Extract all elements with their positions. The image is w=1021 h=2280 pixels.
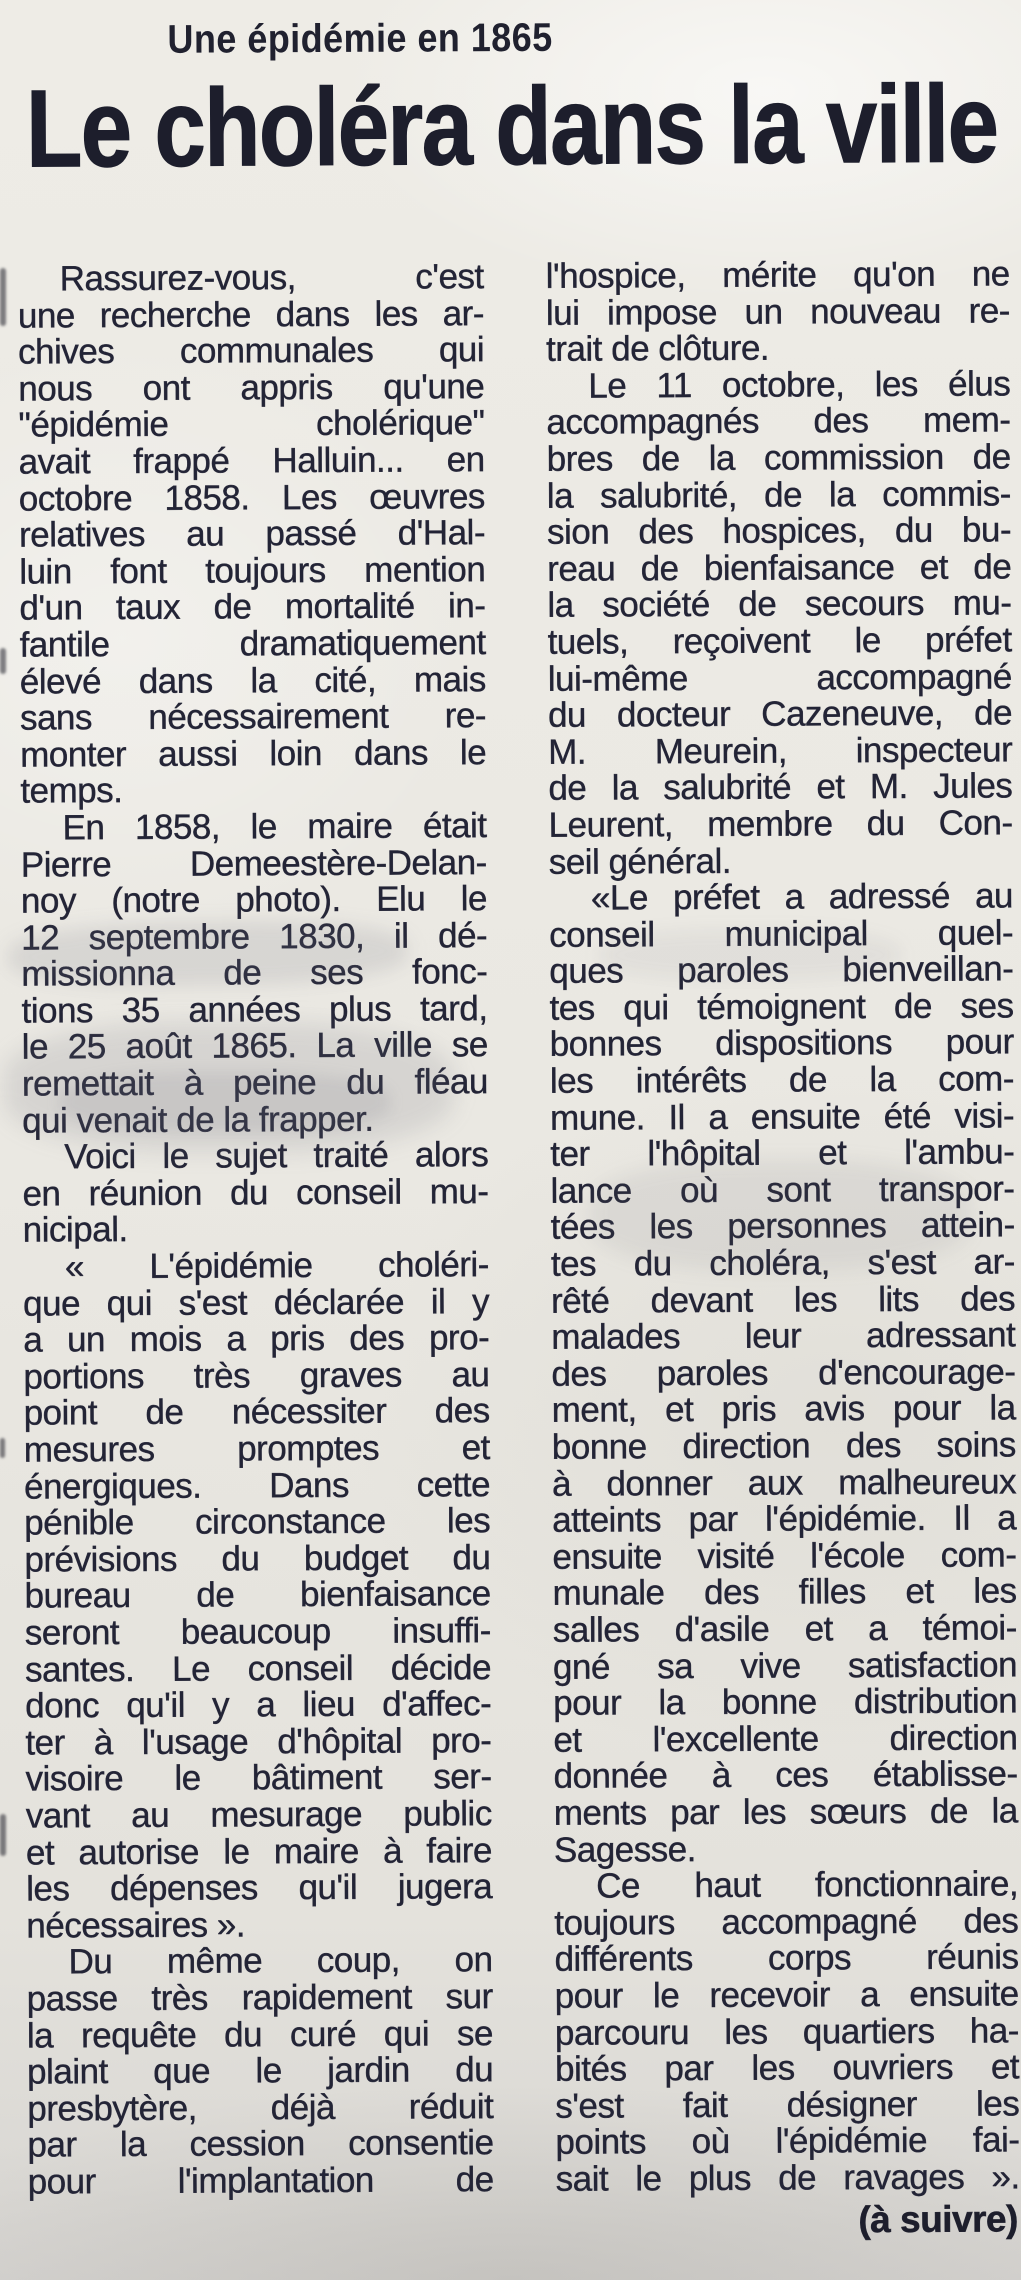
paragraph: [546, 366, 1013, 881]
text-line: luin font toujours mention: [19, 549, 486, 592]
scan-edge-mark: [0, 268, 6, 326]
text-line: bonnes dispositions pour: [549, 1022, 1014, 1065]
text-line: pour le recevoir a ensuite: [554, 1974, 1019, 2016]
text-line: Voici le sujet traité alors: [64, 1135, 489, 1177]
text-line: nicipal.: [22, 1210, 128, 1251]
text-line: points où l'épidémie fai-: [555, 2120, 1020, 2163]
column-left: [18, 259, 494, 2201]
text-line: missionna de ses fonc-: [21, 952, 488, 994]
text-line: seil général.: [548, 841, 732, 882]
text-line: la salubrité, de la commis-: [546, 473, 1011, 516]
text-line: a un mois a pris des pro-: [23, 1318, 490, 1360]
text-line: tes qui témoignent de ses: [549, 986, 1014, 1028]
text-line: temps.: [20, 771, 123, 811]
text-line: portions très graves au: [23, 1354, 490, 1397]
text-line: "épidémie cholérique": [18, 403, 485, 445]
text-line: mune. Il a ensuite été visi-: [550, 1096, 1015, 1138]
text-line: parcouru les quartiers ha-: [554, 2010, 1020, 2053]
paragraph: [554, 1866, 1020, 2198]
text-line: une recherche dans les ar-: [17, 293, 485, 336]
text-line: «Le préfet a adressé au: [590, 876, 1014, 918]
text-line: sion des hospices, du bu-: [546, 510, 1012, 552]
text-line: fantile dramatiquement: [19, 623, 486, 665]
text-line: nécessaires ».: [26, 1905, 246, 1946]
text-line: reau de bienfaisance et de: [547, 547, 1012, 589]
text-line: Ce haut fonctionnaire,: [596, 1864, 1019, 1906]
text-line: tuels, reçoivent le préfet: [547, 620, 1012, 662]
text-line: en réunion du conseil mu-: [22, 1171, 489, 1214]
scan-edge-mark: [0, 1814, 6, 1856]
text-line: accompagnés des mem-: [546, 400, 1011, 443]
text-line: bonne direction des soins: [551, 1425, 1016, 1467]
text-line: le 25 août 1865. La ville se: [21, 1025, 488, 1068]
text-line: bités par les ouvriers et: [555, 2047, 1020, 2089]
text-line: « L'épidémie choléri-: [64, 1245, 489, 1287]
text-line: avait frappé Halluin... en: [18, 440, 485, 482]
text-line: nous ont appris qu'une: [18, 366, 485, 409]
paragraph: [23, 1247, 493, 1945]
paragraph: [546, 256, 1011, 368]
text-line: salles d'asile et a témoi-: [552, 1608, 1017, 1650]
continuation-note: (à suivre): [858, 2198, 1019, 2241]
paragraph: [18, 259, 487, 810]
article-kicker: Une épidémie en 1865: [167, 15, 553, 62]
text-line: énergiques. Dans cette: [23, 1464, 491, 1507]
text-line: qui venait de la frapper.: [22, 1099, 374, 1141]
text-line: ments par les sœurs de la: [553, 1791, 1018, 1833]
text-line: conseil municipal quel-: [549, 913, 1014, 955]
text-line: plaint que le jardin du: [27, 2050, 494, 2092]
text-line: relatives au passé d'Hal-: [18, 513, 486, 555]
text-line: point de nécessiter des: [23, 1391, 490, 1433]
text-line: atteints par l'épidémie. Il a: [552, 1498, 1017, 1540]
text-line: lui-même accompagné: [547, 656, 1012, 699]
text-line: donnée à ces établisse-: [553, 1754, 1018, 1797]
text-line: seront beaucoup insuffi-: [24, 1611, 491, 1653]
article-headline: Le choléra dans la ville: [25, 62, 998, 191]
text-line: pénible circonstance les: [24, 1501, 491, 1543]
paragraph: [22, 1137, 489, 1249]
text-line: s'est fait désigner les: [555, 2084, 1020, 2126]
text-line: bres de la commission de: [546, 437, 1011, 479]
text-line: ment, et pris avis pour la: [551, 1388, 1016, 1431]
text-line: que qui s'est déclarée il y: [22, 1281, 490, 1324]
text-line: lance où sont transpor-: [550, 1169, 1015, 1211]
text-line: bureau de bienfaisance: [24, 1574, 491, 1616]
text-line: donc qu'il y a lieu d'affec-: [25, 1684, 492, 1726]
text-line: toujours accompagné des: [554, 1901, 1019, 1943]
text-line: tions 35 années plus tard,: [21, 989, 488, 1031]
text-line: pour la bonne distribution: [553, 1681, 1018, 1723]
text-line: des paroles d'encourage-: [551, 1352, 1016, 1394]
article-body: [1, 254, 1021, 2241]
text-line: Sagesse.: [553, 1829, 696, 1870]
text-line: à donner aux malheureux: [551, 1461, 1017, 1504]
text-line: sait le plus de ravages ».: [555, 2157, 1020, 2199]
text-line: santes. Le conseil décide: [24, 1647, 492, 1690]
text-line: ter l'hôpital et l'ambu-: [550, 1132, 1015, 1175]
text-line: rêté devant les lits des: [550, 1278, 1016, 1321]
text-line: chives communales qui: [18, 330, 485, 372]
text-line: tées les personnes attein-: [550, 1205, 1015, 1248]
text-line: ter à l'usage d'hôpital pro-: [25, 1720, 492, 1763]
text-line: sans nécessairement re-: [19, 696, 487, 738]
text-line: monter aussi loin dans le: [20, 732, 487, 775]
text-line: élevé dans la cité, mais: [19, 659, 486, 702]
text-line: Le 11 octobre, les élus: [588, 364, 1011, 406]
text-line: visoire le bâtiment ser-: [25, 1757, 492, 1799]
text-line: vant au mesurage public: [25, 1794, 492, 1836]
text-line: presbytère, déjà réduit: [27, 2086, 494, 2129]
text-line: gné sa vive satisfaction: [552, 1644, 1018, 1687]
text-line: Rassurez-vous, c'est: [59, 257, 484, 299]
text-line: M. Meurein, inspecteur: [548, 730, 1013, 772]
paragraph: [549, 878, 1018, 1868]
text-line: Pierre Demeestère-Delan-: [20, 842, 487, 885]
text-line: différents corps réunis: [554, 1937, 1019, 1980]
text-line: prévisions du budget du: [24, 1537, 491, 1580]
text-line: passe très rapidement sur: [26, 1977, 493, 2019]
text-line: pour l'implantation de: [27, 2159, 494, 2202]
text-line: ques paroles bienveillan-: [549, 949, 1014, 992]
text-line: remettait à peine du fléau: [21, 1062, 489, 1104]
text-line: mesures promptes et: [23, 1428, 490, 1470]
text-line: En 1858, le maire était: [62, 806, 487, 848]
text-line: munale des filles et les: [552, 1571, 1017, 1614]
text-line: par la cession consentie: [27, 2123, 494, 2165]
text-line: la requête du curé qui se: [26, 2013, 494, 2056]
text-line: Du même coup, on: [68, 1940, 493, 1982]
text-line: d'un taux de mortalité in-: [19, 586, 486, 628]
text-line: les dépenses qu'il jugera: [26, 1867, 493, 1909]
text-line: lui impose un nouveau re-: [545, 290, 1011, 333]
scan-edge-mark: [0, 648, 6, 674]
text-line: la société de secours mu-: [547, 583, 1012, 626]
text-line: ensuite visité l'école com-: [552, 1535, 1017, 1577]
text-line: 12 septembre 1830, il dé-: [21, 915, 488, 958]
text-line: tes du choléra, s'est ar-: [550, 1242, 1015, 1284]
text-line: malades leur adressant: [551, 1315, 1016, 1358]
text-line: du docteur Cazeneuve, de: [547, 693, 1013, 735]
text-line: noy (notre photo). Elu le: [20, 879, 488, 921]
paragraph: [26, 1942, 493, 2201]
scan-edge-mark: [0, 1438, 5, 1458]
column-right: [546, 256, 1020, 2242]
text-line: octobre 1858. Les œuvres: [18, 476, 485, 519]
text-line: et l'excellente direction: [553, 1718, 1018, 1760]
text-line: Leurent, membre du Con-: [548, 803, 1013, 845]
text-line: de la salubrité et M. Jules: [548, 766, 1013, 809]
text-line: les intérêts de la com-: [549, 1059, 1015, 1101]
paragraph: [21, 808, 489, 1140]
text-line: l'hospice, mérite qu'on ne: [545, 254, 1010, 296]
text-line: et autorise le maire à faire: [25, 1830, 493, 1873]
text-line: trait de clôture.: [545, 328, 770, 370]
